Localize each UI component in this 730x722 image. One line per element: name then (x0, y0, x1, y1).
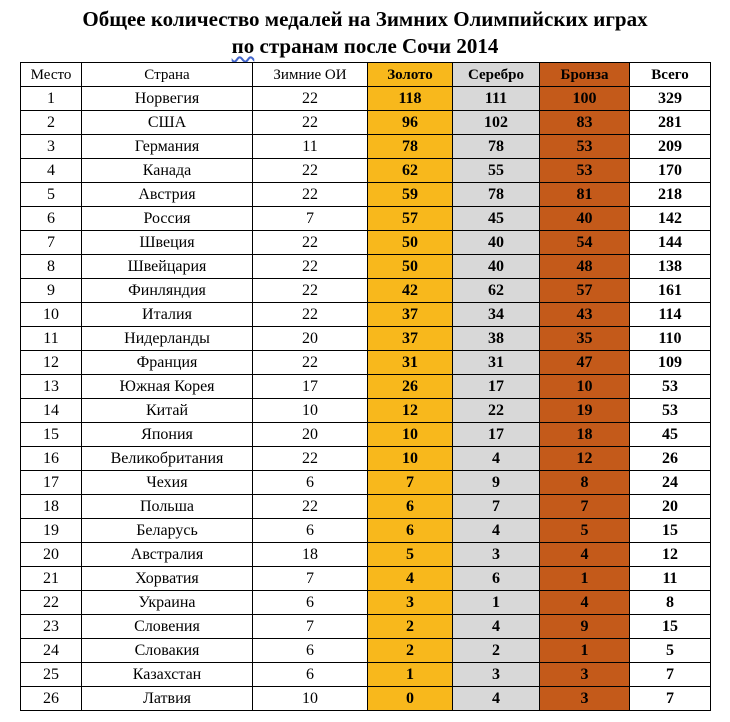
table-row (21, 615, 711, 639)
cell-silver: 3 (453, 543, 540, 567)
cell-place: 7 (21, 231, 82, 255)
cell-games: 20 (253, 327, 368, 351)
cell-country: Финляндия (82, 279, 253, 303)
header-gold: Золото (368, 63, 453, 87)
cell-total: 7 (630, 687, 711, 711)
cell-games: 6 (253, 639, 368, 663)
cell-place: 11 (21, 327, 82, 351)
cell-silver: 2 (453, 639, 540, 663)
cell-bronze: 1 (540, 639, 630, 663)
cell-country: Польша (82, 495, 253, 519)
cell-total: 109 (630, 351, 711, 375)
cell-bronze: 4 (540, 543, 630, 567)
cell-country: Норвегия (82, 87, 253, 111)
cell-games: 20 (253, 423, 368, 447)
cell-country: Китай (82, 399, 253, 423)
page-subtitle (0, 34, 730, 58)
cell-total: 161 (630, 279, 711, 303)
cell-bronze: 18 (540, 423, 630, 447)
cell-silver: 17 (453, 423, 540, 447)
cell-gold: 31 (368, 351, 453, 375)
cell-place: 21 (21, 567, 82, 591)
medal-table (20, 62, 711, 711)
cell-games: 22 (253, 87, 368, 111)
table-row (21, 471, 711, 495)
cell-total: 5 (630, 639, 711, 663)
cell-bronze: 54 (540, 231, 630, 255)
cell-games: 22 (253, 255, 368, 279)
cell-silver: 9 (453, 471, 540, 495)
cell-country: Латвия (82, 687, 253, 711)
cell-bronze: 53 (540, 135, 630, 159)
cell-bronze: 9 (540, 615, 630, 639)
cell-gold: 1 (368, 663, 453, 687)
cell-place: 14 (21, 399, 82, 423)
cell-gold: 12 (368, 399, 453, 423)
cell-total: 53 (630, 399, 711, 423)
cell-bronze: 12 (540, 447, 630, 471)
cell-bronze: 35 (540, 327, 630, 351)
cell-country: США (82, 111, 253, 135)
cell-silver: 22 (453, 399, 540, 423)
table-row (21, 567, 711, 591)
cell-country: Италия (82, 303, 253, 327)
cell-gold: 6 (368, 519, 453, 543)
table-row (21, 183, 711, 207)
cell-total: 144 (630, 231, 711, 255)
cell-place: 16 (21, 447, 82, 471)
cell-games: 11 (253, 135, 368, 159)
cell-place: 26 (21, 687, 82, 711)
cell-gold: 37 (368, 327, 453, 351)
cell-silver: 6 (453, 567, 540, 591)
table-row (21, 375, 711, 399)
cell-games: 10 (253, 687, 368, 711)
cell-gold: 57 (368, 207, 453, 231)
cell-country: Чехия (82, 471, 253, 495)
cell-bronze: 48 (540, 255, 630, 279)
cell-gold: 42 (368, 279, 453, 303)
cell-silver: 1 (453, 591, 540, 615)
cell-gold: 0 (368, 687, 453, 711)
cell-gold: 7 (368, 471, 453, 495)
cell-total: 218 (630, 183, 711, 207)
cell-bronze: 19 (540, 399, 630, 423)
cell-silver: 4 (453, 447, 540, 471)
table-row (21, 519, 711, 543)
table-row (21, 663, 711, 687)
cell-silver: 78 (453, 135, 540, 159)
cell-country: Словакия (82, 639, 253, 663)
table-row (21, 495, 711, 519)
cell-games: 6 (253, 591, 368, 615)
cell-silver: 17 (453, 375, 540, 399)
header-games: Зимние ОИ (253, 63, 368, 87)
header-country: Страна (82, 63, 253, 87)
cell-place: 15 (21, 423, 82, 447)
table-row (21, 87, 711, 111)
table-row (21, 207, 711, 231)
cell-bronze: 3 (540, 687, 630, 711)
cell-gold: 118 (368, 87, 453, 111)
cell-bronze: 5 (540, 519, 630, 543)
table-row (21, 111, 711, 135)
cell-silver: 45 (453, 207, 540, 231)
cell-games: 22 (253, 303, 368, 327)
table-header-row (21, 63, 711, 87)
cell-games: 22 (253, 447, 368, 471)
table-row (21, 135, 711, 159)
cell-place: 8 (21, 255, 82, 279)
cell-gold: 5 (368, 543, 453, 567)
cell-total: 138 (630, 255, 711, 279)
cell-total: 209 (630, 135, 711, 159)
header-total: Всего (630, 63, 711, 87)
cell-place: 13 (21, 375, 82, 399)
cell-total: 24 (630, 471, 711, 495)
subtitle-underlined: по (231, 34, 255, 58)
cell-total: 8 (630, 591, 711, 615)
header-silver: Серебро (453, 63, 540, 87)
table-row (21, 399, 711, 423)
cell-silver: 4 (453, 687, 540, 711)
cell-gold: 62 (368, 159, 453, 183)
cell-country: Словения (82, 615, 253, 639)
cell-bronze: 47 (540, 351, 630, 375)
cell-gold: 10 (368, 423, 453, 447)
cell-silver: 78 (453, 183, 540, 207)
cell-bronze: 3 (540, 663, 630, 687)
cell-total: 110 (630, 327, 711, 351)
cell-gold: 6 (368, 495, 453, 519)
cell-place: 20 (21, 543, 82, 567)
cell-place: 10 (21, 303, 82, 327)
cell-games: 22 (253, 231, 368, 255)
table-row (21, 687, 711, 711)
cell-silver: 38 (453, 327, 540, 351)
cell-games: 7 (253, 207, 368, 231)
cell-place: 6 (21, 207, 82, 231)
cell-place: 2 (21, 111, 82, 135)
cell-silver: 7 (453, 495, 540, 519)
cell-place: 23 (21, 615, 82, 639)
cell-total: 26 (630, 447, 711, 471)
cell-bronze: 83 (540, 111, 630, 135)
cell-games: 22 (253, 183, 368, 207)
cell-gold: 10 (368, 447, 453, 471)
cell-silver: 34 (453, 303, 540, 327)
cell-country: Япония (82, 423, 253, 447)
cell-country: Швеция (82, 231, 253, 255)
cell-games: 10 (253, 399, 368, 423)
cell-silver: 102 (453, 111, 540, 135)
cell-total: 7 (630, 663, 711, 687)
cell-total: 15 (630, 615, 711, 639)
cell-place: 4 (21, 159, 82, 183)
table-row (21, 447, 711, 471)
cell-country: Австрия (82, 183, 253, 207)
cell-games: 22 (253, 159, 368, 183)
cell-bronze: 100 (540, 87, 630, 111)
cell-silver: 40 (453, 255, 540, 279)
cell-gold: 50 (368, 231, 453, 255)
cell-gold: 2 (368, 615, 453, 639)
table-row (21, 255, 711, 279)
cell-bronze: 4 (540, 591, 630, 615)
cell-total: 329 (630, 87, 711, 111)
cell-gold: 59 (368, 183, 453, 207)
cell-games: 7 (253, 567, 368, 591)
cell-country: Австралия (82, 543, 253, 567)
cell-silver: 4 (453, 519, 540, 543)
cell-place: 12 (21, 351, 82, 375)
cell-games: 22 (253, 495, 368, 519)
page-title: Общее количество медалей на Зимних Олимпийских играх (82, 7, 648, 31)
table-row (21, 279, 711, 303)
cell-games: 18 (253, 543, 368, 567)
table-row (21, 231, 711, 255)
cell-place: 22 (21, 591, 82, 615)
cell-gold: 3 (368, 591, 453, 615)
cell-gold: 2 (368, 639, 453, 663)
cell-bronze: 81 (540, 183, 630, 207)
cell-silver: 62 (453, 279, 540, 303)
cell-country: Россия (82, 207, 253, 231)
cell-total: 12 (630, 543, 711, 567)
cell-total: 170 (630, 159, 711, 183)
cell-country: Хорватия (82, 567, 253, 591)
table-row (21, 543, 711, 567)
cell-country: Германия (82, 135, 253, 159)
cell-games: 17 (253, 375, 368, 399)
cell-bronze: 57 (540, 279, 630, 303)
cell-games: 22 (253, 111, 368, 135)
cell-country: Южная Корея (82, 375, 253, 399)
cell-country: Канада (82, 159, 253, 183)
cell-bronze: 8 (540, 471, 630, 495)
cell-bronze: 43 (540, 303, 630, 327)
cell-bronze: 53 (540, 159, 630, 183)
cell-games: 6 (253, 519, 368, 543)
table-row (21, 327, 711, 351)
cell-gold: 26 (368, 375, 453, 399)
cell-total: 114 (630, 303, 711, 327)
cell-total: 281 (630, 111, 711, 135)
cell-country: Казахстан (82, 663, 253, 687)
cell-place: 24 (21, 639, 82, 663)
table-row (21, 351, 711, 375)
cell-silver: 40 (453, 231, 540, 255)
cell-bronze: 7 (540, 495, 630, 519)
cell-total: 45 (630, 423, 711, 447)
cell-place: 18 (21, 495, 82, 519)
cell-games: 6 (253, 663, 368, 687)
cell-gold: 50 (368, 255, 453, 279)
cell-gold: 4 (368, 567, 453, 591)
cell-games: 7 (253, 615, 368, 639)
cell-bronze: 10 (540, 375, 630, 399)
cell-place: 3 (21, 135, 82, 159)
cell-silver: 4 (453, 615, 540, 639)
cell-place: 17 (21, 471, 82, 495)
cell-total: 20 (630, 495, 711, 519)
cell-gold: 37 (368, 303, 453, 327)
cell-total: 142 (630, 207, 711, 231)
cell-country: Франция (82, 351, 253, 375)
cell-silver: 31 (453, 351, 540, 375)
table-row (21, 591, 711, 615)
cell-country: Великобритания (82, 447, 253, 471)
table-row (21, 159, 711, 183)
header-place: Место (21, 63, 82, 87)
cell-gold: 96 (368, 111, 453, 135)
cell-total: 11 (630, 567, 711, 591)
cell-country: Украина (82, 591, 253, 615)
cell-total: 15 (630, 519, 711, 543)
cell-bronze: 40 (540, 207, 630, 231)
table-row (21, 303, 711, 327)
cell-silver: 3 (453, 663, 540, 687)
cell-games: 6 (253, 471, 368, 495)
cell-gold: 78 (368, 135, 453, 159)
header-bronze: Бронза (540, 63, 630, 87)
cell-place: 9 (21, 279, 82, 303)
cell-silver: 111 (453, 87, 540, 111)
cell-games: 22 (253, 351, 368, 375)
table-row (21, 423, 711, 447)
cell-place: 25 (21, 663, 82, 687)
cell-place: 1 (21, 87, 82, 111)
cell-country: Беларусь (82, 519, 253, 543)
table-row (21, 639, 711, 663)
cell-total: 53 (630, 375, 711, 399)
cell-country: Швейцария (82, 255, 253, 279)
cell-bronze: 1 (540, 567, 630, 591)
cell-games: 22 (253, 279, 368, 303)
cell-place: 19 (21, 519, 82, 543)
subtitle-rest: странам после Сочи 2014 (254, 34, 499, 58)
cell-place: 5 (21, 183, 82, 207)
cell-country: Нидерланды (82, 327, 253, 351)
cell-silver: 55 (453, 159, 540, 183)
